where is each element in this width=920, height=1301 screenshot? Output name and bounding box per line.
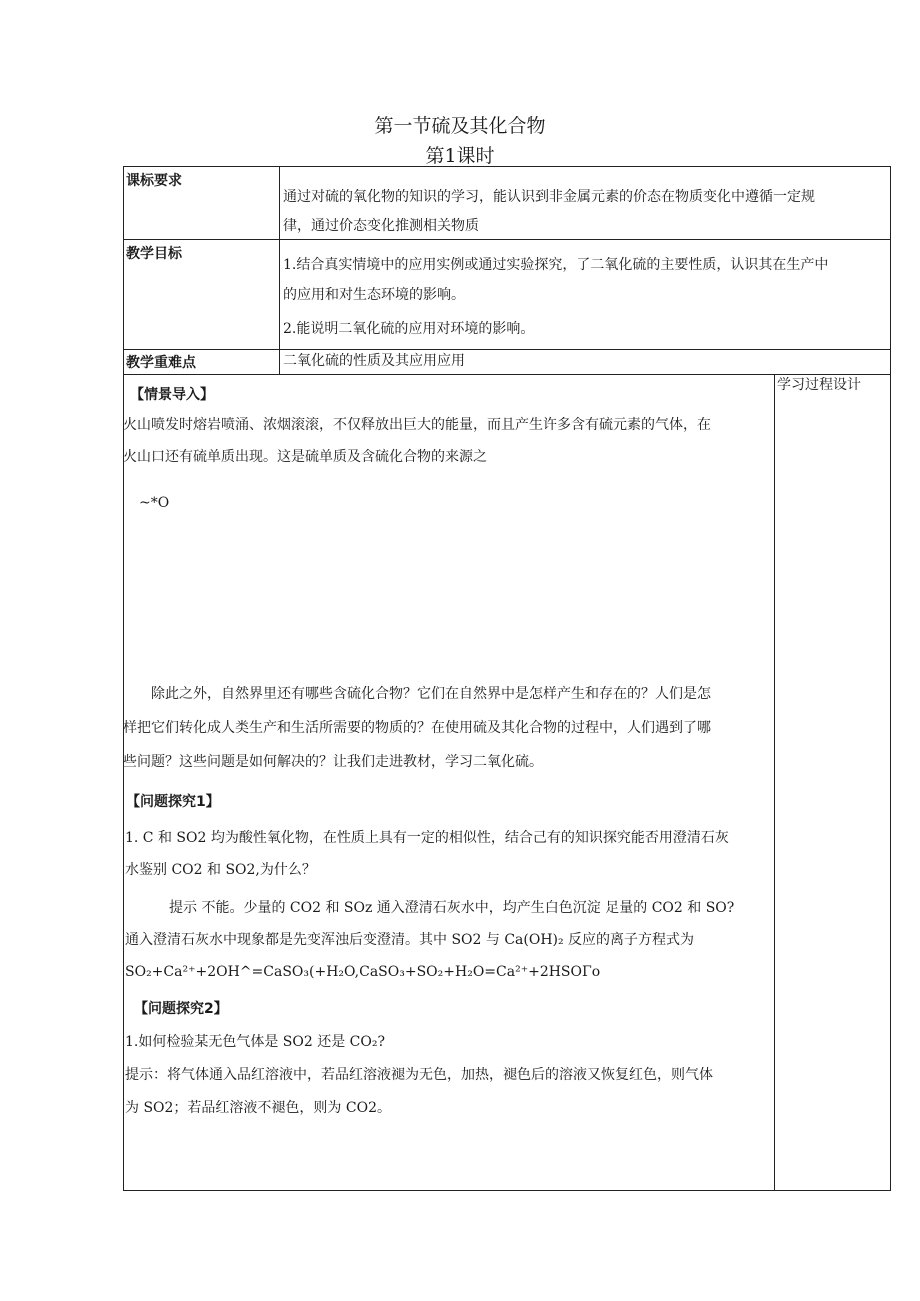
q1-heading: 【问题探究1】 <box>126 794 220 810</box>
q2-heading: 【问题探究2】 <box>134 1001 228 1017</box>
q2-line: 提示：将气体通入品红溶液中，若品红溶液褪为无色，加热，褪色后的溶液又恢复红色，则气体 <box>125 1067 713 1083</box>
column-divider <box>279 166 280 374</box>
q1-hint-line: 提示 不能。少量的 CO2 和 SOz 通入澄清石灰水中，均产生白色沉淀 足量的 CO2 和 SO? <box>169 900 735 916</box>
side-label: 学习过程设计 <box>777 377 861 393</box>
garbled-text: ~*O <box>139 495 170 511</box>
discussion-line: 样把它们转化成人类生产和生活所需要的物质的？在使用硫及其化合物的过程中，人们遇到了哪 <box>123 720 711 736</box>
page-title: 第一节硫及其化合物 <box>374 115 546 137</box>
q1-line: 水鉴别 CO2 和 SO2,为什么？ <box>125 862 316 878</box>
page-subtitle: 第1课时 <box>425 145 495 167</box>
keypoints-label: 教学重难点 <box>126 355 196 371</box>
discussion-line: 除此之外，自然界里还有哪些含硫化合物？它们在自然界中是怎样产生和存在的？人们是怎 <box>151 686 711 702</box>
q1-question <box>125 822 775 886</box>
objective-line: 2.能说明二氧化硫的应用对环境的影响。 <box>283 321 535 337</box>
q2-line: 1.如何检验某无色气体是 SO2 还是 CO₂? <box>125 1034 385 1050</box>
q2-content <box>125 1026 775 1125</box>
keypoints-text: 二氧化硫的性质及其应用应用 <box>283 353 465 369</box>
curriculum-text <box>283 183 888 241</box>
objectives-text <box>283 250 888 344</box>
q2-line: 为 SO2；若品红溶液不褪色，则为 CO2。 <box>125 1100 391 1116</box>
intro-line: 火山口还有硫单质出现。这是硫单质及含硫化合物的来源之 <box>123 449 487 465</box>
curriculum-line: 律，通过价态变化推测相关物质 <box>283 218 479 234</box>
intro-heading: 【情景导入】 <box>130 387 214 403</box>
intro-line: 火山喷发时熔岩喷涌、浓烟滚滚，不仅释放出巨大的能量，而且产生许多含有硫元素的气体，在 <box>123 417 711 433</box>
intro-paragraph <box>123 409 773 473</box>
curriculum-label: 课标要求 <box>126 173 182 189</box>
q1-hint <box>125 892 775 956</box>
row-divider <box>123 349 891 350</box>
discussion-line: 些问题？这些问题是如何解决的？让我们走进教材，学习二氧化硫。 <box>123 754 543 770</box>
objective-line: 的应用和对生态环境的影响。 <box>283 287 465 303</box>
row-divider <box>123 374 891 375</box>
curriculum-line: 通过对硫的氧化物的知识的学习，能认识到非金属元素的价态在物质变化中遵循一定规 <box>283 189 815 205</box>
q1-line: 1. C 和 SO2 均为酸性氧化物，在性质上具有一定的相似性，结合己有的知识探究能否用澄清石灰 <box>125 830 729 846</box>
q1-hint-line: 通入澄清石灰水中现象都是先变浑浊后变澄清。其中 SO2 与 Ca(OH)₂ 反应的离子方程式为 <box>125 932 695 948</box>
ionic-equation: SO₂+Ca²⁺+2OH^=CaSO₃(+H₂O,CaSO₃+SO₂+H₂O=Ca²⁺+2HSOΓo <box>125 964 601 980</box>
discussion-paragraph <box>123 677 773 779</box>
objectives-label: 教学目标 <box>126 246 182 262</box>
objective-line: 1.结合真实情境中的应用实例或通过实验探究，了二氧化硫的主要性质，认识其在生产中 <box>283 257 829 273</box>
